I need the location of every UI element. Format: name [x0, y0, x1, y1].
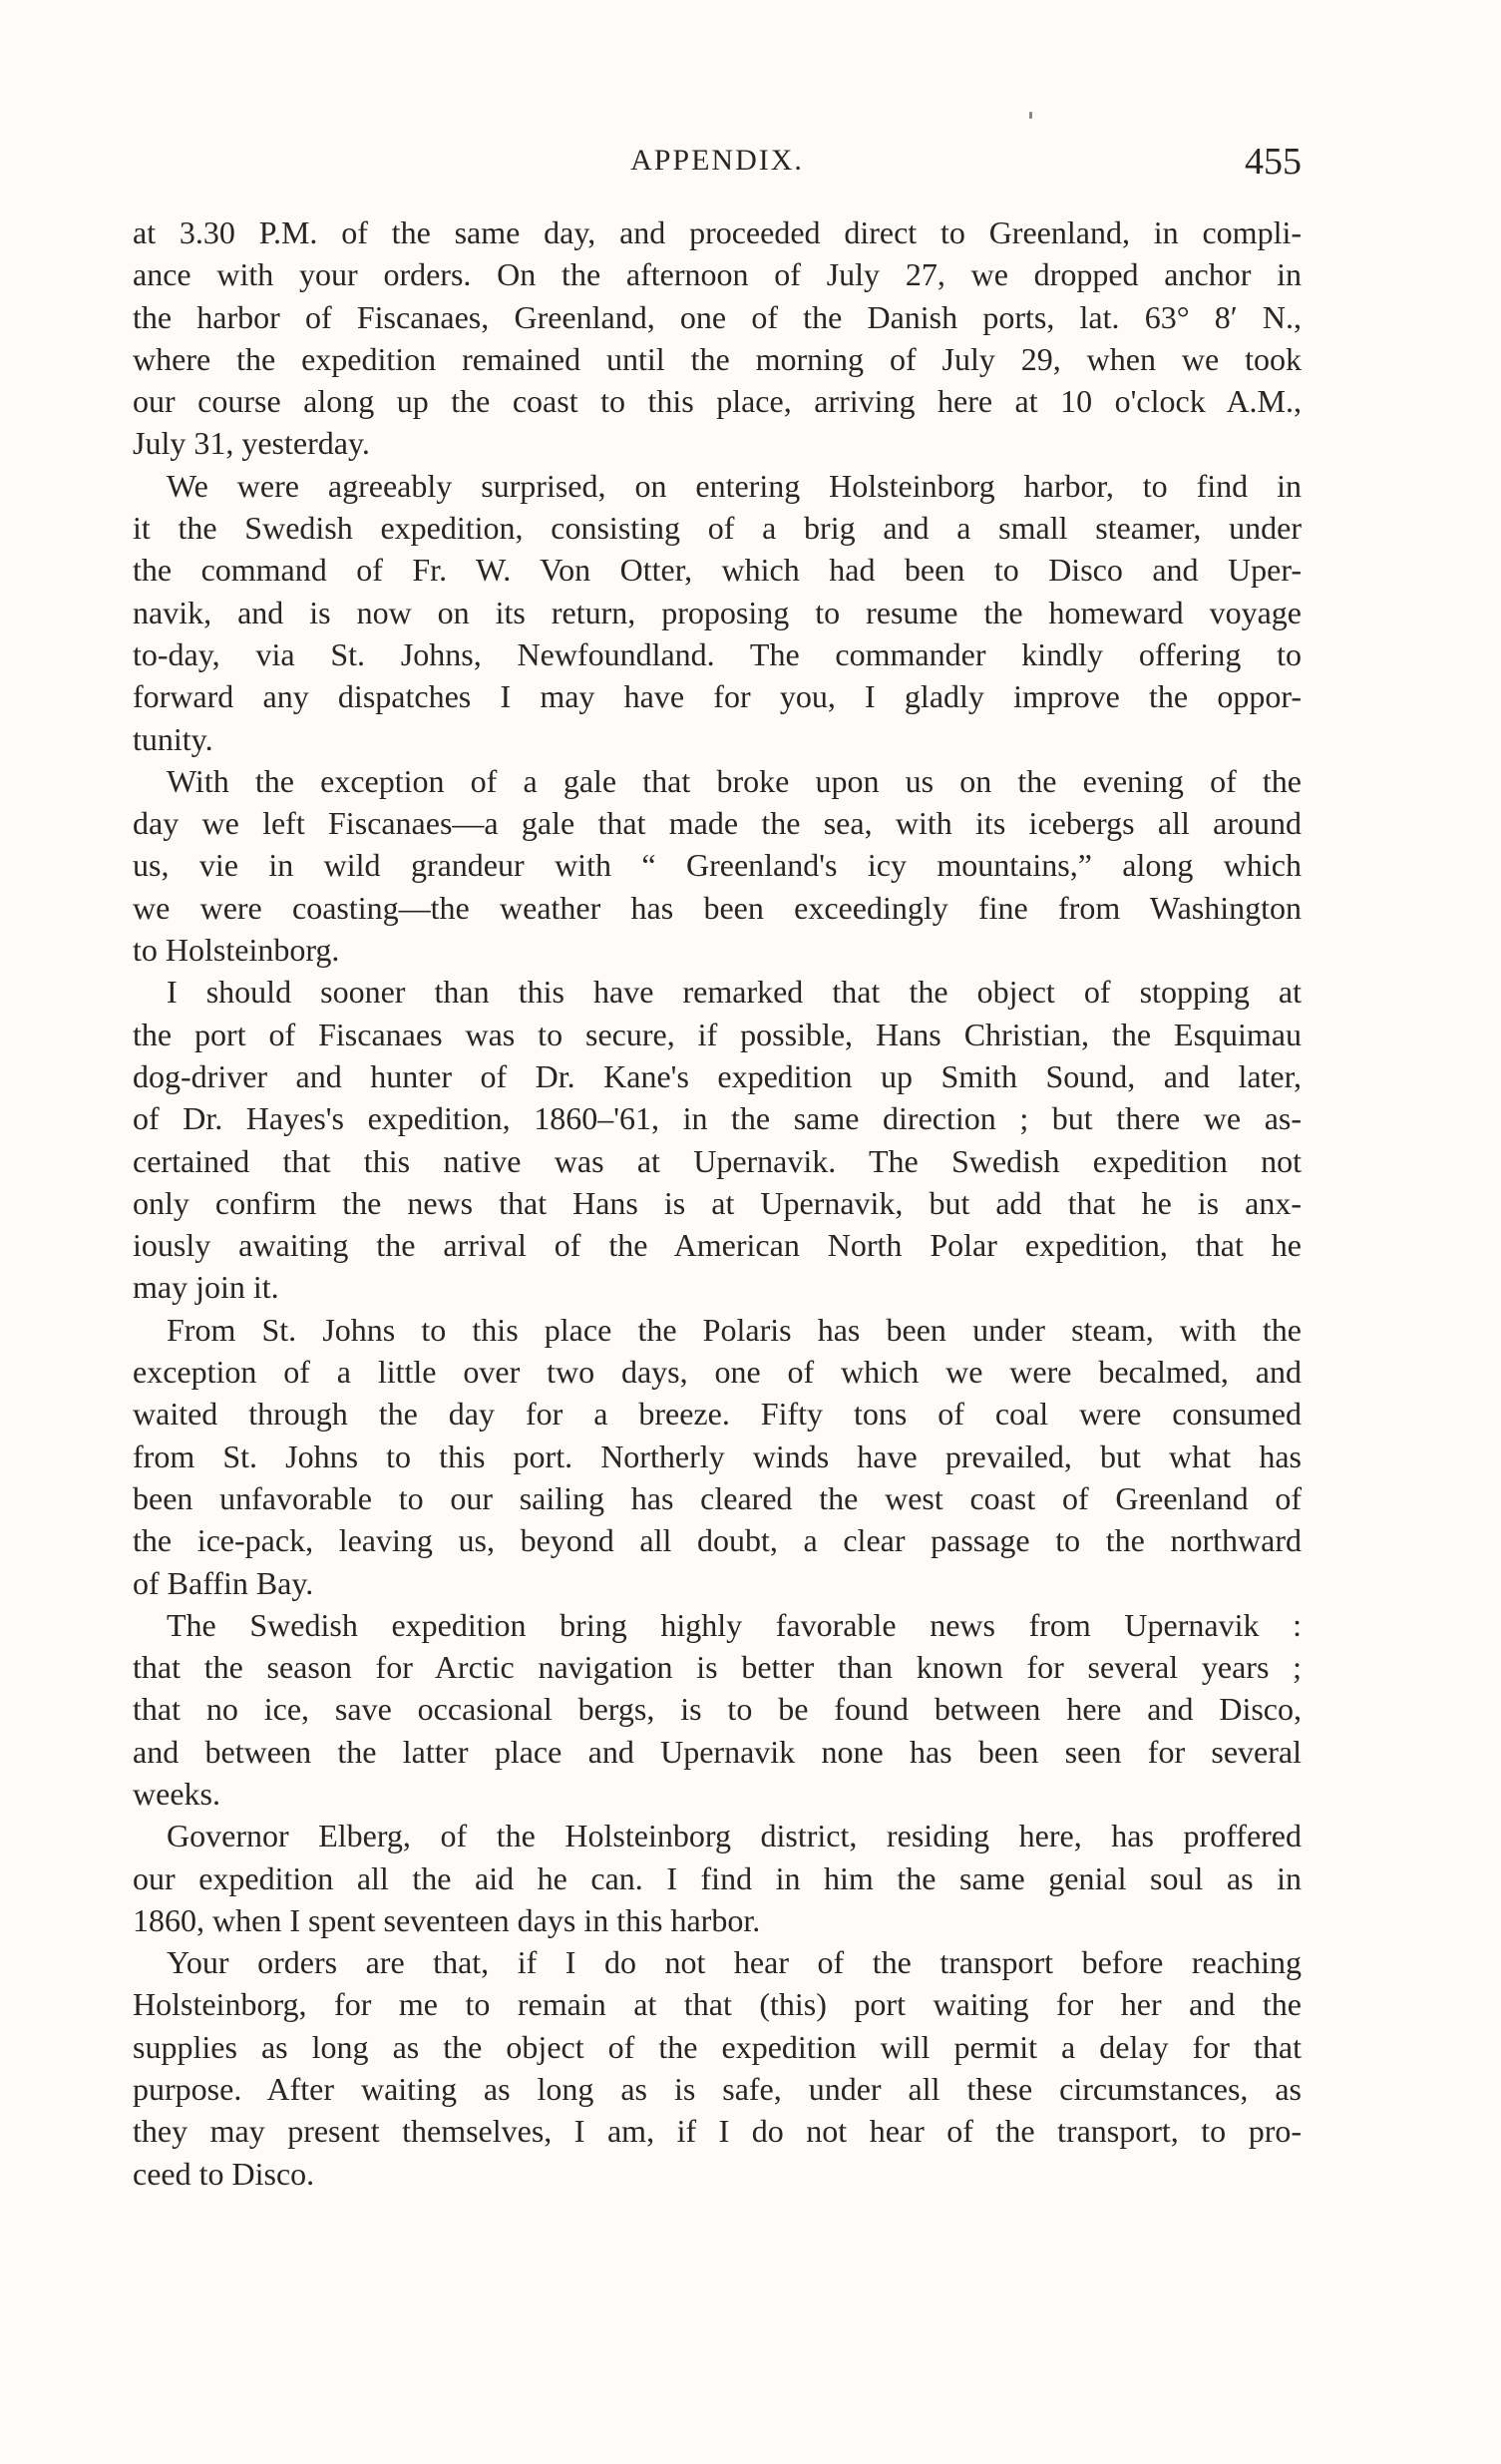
text-line: Holsteinborg, for me to remain at that (this) port waiting for her and the: [133, 1986, 1302, 2023]
text-line: We were agreeably surprised, on entering Holsteinborg harbor, to find in: [167, 467, 1302, 504]
text-line: navik, and is now on its return, proposing to resume the homeward voyage: [133, 594, 1302, 630]
running-head: [133, 140, 1302, 186]
text-line: at 3.30 P.M. of the same day, and proceeded direct to Greenland, in compli-: [133, 214, 1302, 250]
text-line: it the Swedish expedition, consisting of a brig and a small steamer, under: [133, 510, 1302, 547]
text-line: The Swedish expedition bring highly favorable news from Upernavik :: [167, 1606, 1302, 1643]
text-line: ceed to Disco.: [133, 2155, 315, 2192]
running-title: APPENDIX.: [630, 144, 804, 177]
text-line: where the expedition remained until the morning of July 29, when we took: [133, 340, 1302, 377]
text-line: forward any dispatches I may have for you, I gladly improve the oppor-: [133, 678, 1302, 715]
text-line: Your orders are that, if I do not hear of the transport before reaching: [167, 1944, 1302, 1981]
text-line: may join it.: [133, 1269, 279, 1306]
text-line: the ice-pack, leaving us, beyond all doubt, a clear passage to the northward: [133, 1522, 1302, 1559]
text-line: the harbor of Fiscanaes, Greenland, one of the Danish ports, lat. 63° 8′ N.,: [133, 298, 1302, 335]
paragraph: [133, 1941, 1302, 2195]
text-line: exception of a little over two days, one of which we were becalmed, and: [133, 1354, 1302, 1391]
paragraph: [133, 1815, 1302, 1941]
text-line: only confirm the news that Hans is at Upernavik, but add that he is anx-: [133, 1184, 1302, 1221]
text-line: waited through the day for a breeze. Fifty tons of coal were consumed: [133, 1396, 1302, 1433]
text-line: From St. Johns to this place the Polaris has been under steam, with the: [167, 1311, 1302, 1348]
text-line: of Baffin Bay.: [133, 1564, 314, 1601]
text-line: iously awaiting the arrival of the American North Polar expedition, that he: [133, 1227, 1302, 1264]
text-line: day we left Fiscanaes—a gale that made the sea, with its icebergs all around: [133, 805, 1302, 842]
paragraph: [133, 465, 1302, 760]
text-line: weeks.: [133, 1775, 220, 1812]
text-line: supplies as long as the object of the expedition will permit a delay for that: [133, 2028, 1302, 2065]
paragraph: [133, 971, 1302, 1308]
text-line: With the exception of a gale that broke upon us on the evening of the: [167, 762, 1302, 799]
text-line: dog-driver and hunter of Dr. Kane's expedition up Smith Sound, and later,: [133, 1057, 1302, 1094]
paragraph: [133, 1309, 1302, 1604]
text-line: to-day, via St. Johns, Newfoundland. The commander kindly offering to: [133, 635, 1302, 672]
paragraph: [133, 760, 1302, 971]
text-line: July 31, yesterday.: [133, 425, 370, 462]
page-number: 455: [1245, 141, 1302, 183]
text-line: Governor Elberg, of the Holsteinborg district, residing here, has proffered: [167, 1818, 1302, 1854]
text-line: our course along up the coast to this place, arriving here at 10 o'clock A.M.,: [133, 383, 1302, 420]
text-line: 1860, when I spent seventeen days in this harbor.: [133, 1901, 761, 1938]
text-line: ance with your orders. On the afternoon of July 27, we dropped anchor in: [133, 256, 1302, 293]
text-line: certained that this native was at Upernavik. The Swedish expedition not: [133, 1142, 1302, 1179]
text-line: the command of Fr. W. Von Otter, which had been to Disco and Uper-: [133, 552, 1302, 589]
print-speck: [1029, 112, 1032, 119]
text-line: of Dr. Hayes's expedition, 1860–'61, in the same direction ; but there we as-: [133, 1100, 1302, 1137]
text-line: been unfavorable to our sailing has cleared the west coast of Greenland of: [133, 1479, 1302, 1516]
paragraph: [133, 211, 1302, 465]
text-line: the port of Fiscanaes was to secure, if possible, Hans Christian, the Esquimau: [133, 1016, 1302, 1052]
text-line: we were coasting—the weather has been exceedingly fine from Washington: [133, 889, 1302, 926]
body-text: [133, 211, 1302, 2195]
text-line: and between the latter place and Upernavik none has been seen for several: [133, 1733, 1302, 1770]
text-line: I should sooner than this have remarked that the object of stopping at: [167, 974, 1302, 1011]
text-line: they may present themselves, I am, if I do not hear of the transport, to pro-: [133, 2113, 1302, 2150]
text-line: us, vie in wild grandeur with “ Greenland's icy mountains,” along which: [133, 847, 1302, 884]
text-line: to Holsteinborg.: [133, 932, 340, 969]
text-line: our expedition all the aid he can. I find in him the same genial soul as in: [133, 1859, 1302, 1896]
text-line: tunity.: [133, 720, 213, 757]
text-line: that no ice, save occasional bergs, is to be found between here and Disco,: [133, 1691, 1302, 1728]
text-line: purpose. After waiting as long as is safe, under all these circumstances, as: [133, 2071, 1302, 2108]
text-line: from St. Johns to this port. Northerly winds have prevailed, but what has: [133, 1437, 1302, 1474]
text-line: that the season for Arctic navigation is better than known for several years ;: [133, 1649, 1302, 1686]
paragraph: [133, 1604, 1302, 1815]
